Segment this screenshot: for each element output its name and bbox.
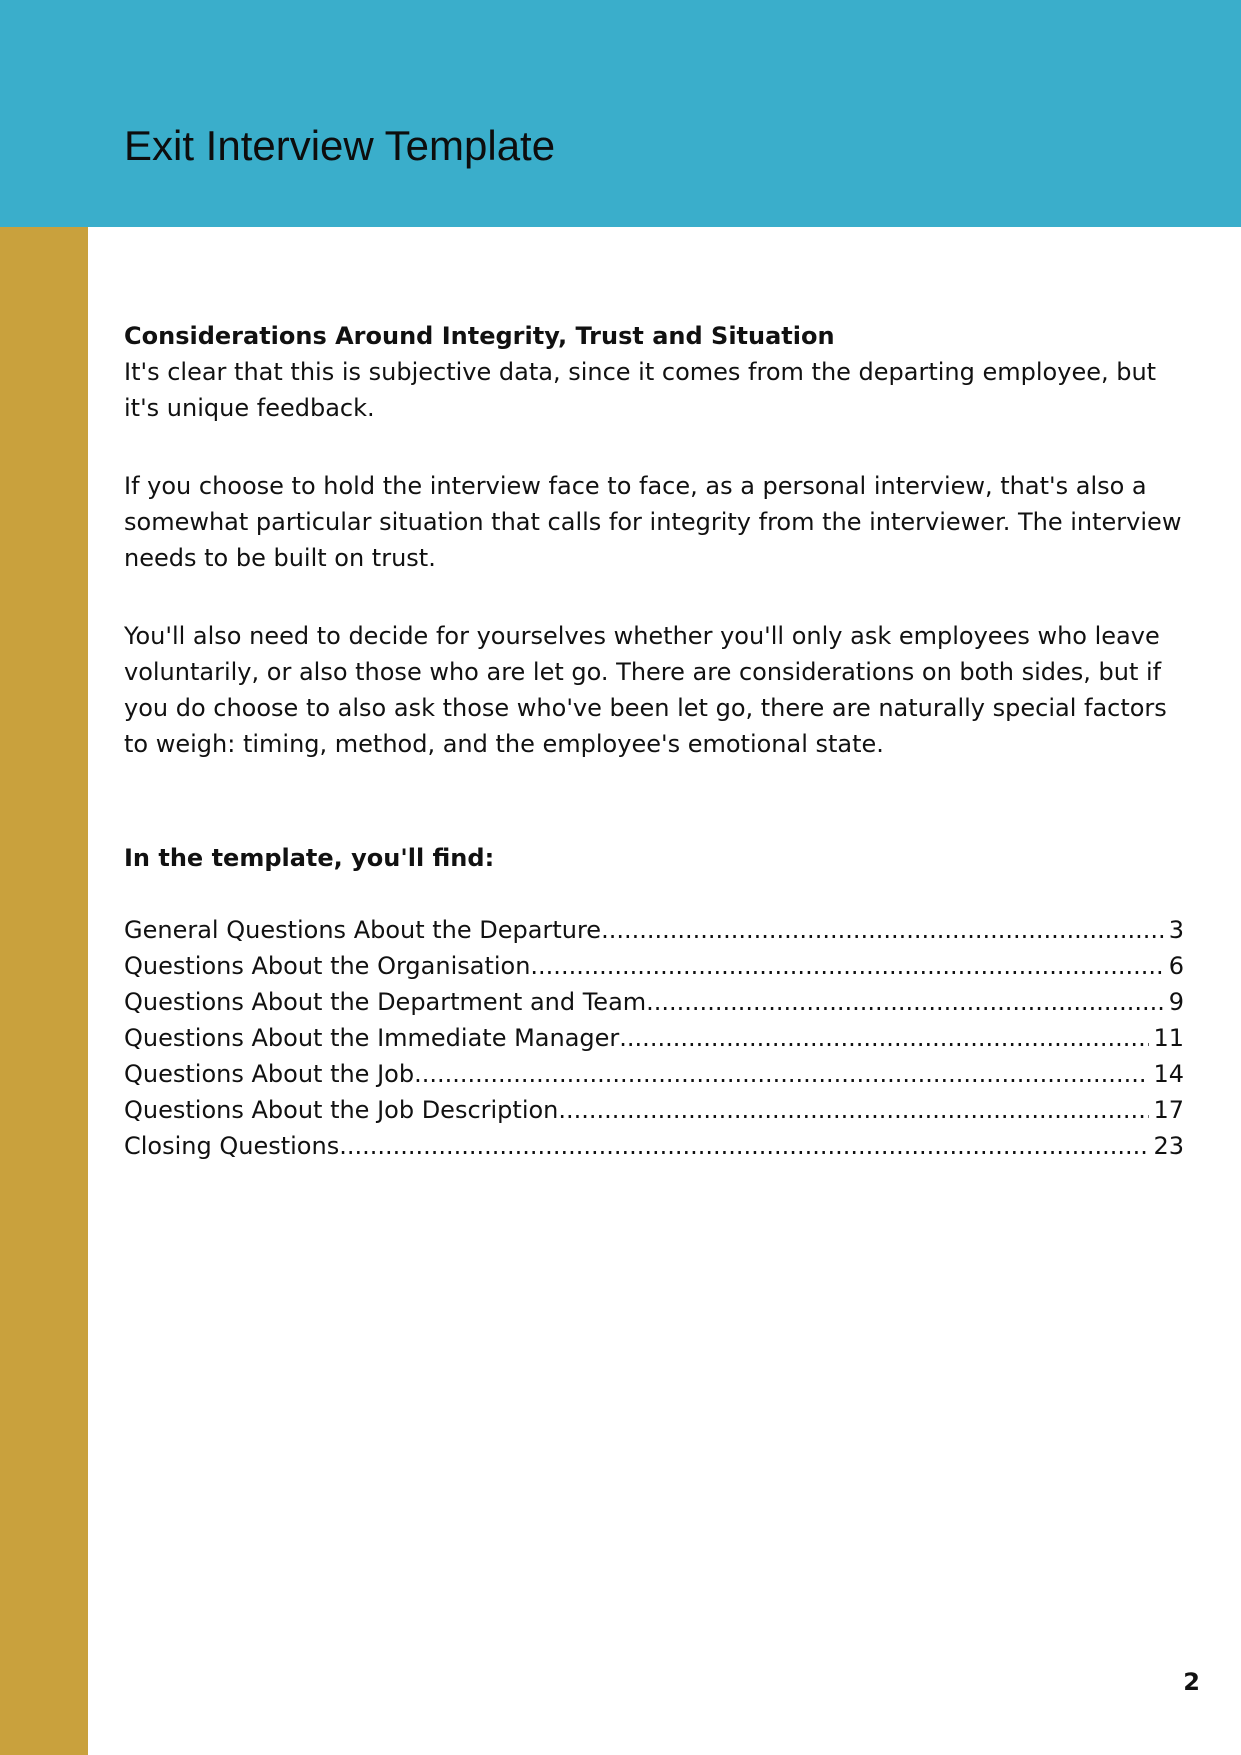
toc-entry[interactable] <box>124 912 1184 948</box>
paragraph-1: It's clear that this is subjective data, since it comes from the departing employee, but it's unique feedback. <box>124 358 1157 422</box>
toc-dot-leader <box>339 1128 1149 1164</box>
toc-entry-page: 6 <box>1168 952 1184 980</box>
toc-dot-leader <box>619 1020 1149 1056</box>
paragraph-2: If you choose to hold the interview face to face, as a personal interview, that's also a somewhat particular situation that calls for integrity from the interviewer. The interview needs to be built on trust. <box>124 472 1182 572</box>
toc-entry-page: 9 <box>1168 988 1184 1016</box>
toc-dot-leader <box>530 948 1164 984</box>
toc-entry-label: General Questions About the Departure <box>124 916 602 944</box>
page-content <box>124 318 1184 1164</box>
toc-entry[interactable] <box>124 1128 1184 1164</box>
header-band <box>0 0 1241 227</box>
toc-entry[interactable] <box>124 948 1184 984</box>
toc-entry-label: Questions About the Immediate Manager <box>124 1024 620 1052</box>
table-of-contents <box>124 912 1184 1164</box>
document-title: Exit Interview Template <box>124 122 556 169</box>
toc-entry-label: Questions About the Job Description <box>124 1096 559 1124</box>
toc-entry[interactable] <box>124 984 1184 1020</box>
toc-dot-leader <box>601 912 1165 948</box>
toc-dot-leader <box>558 1092 1149 1128</box>
toc-entry-label: Questions About the Department and Team <box>124 988 647 1016</box>
toc-entry-page: 3 <box>1168 916 1184 944</box>
paragraph-3: You'll also need to decide for yourselves whether you'll only ask employees who leave voluntarily, or also those who are let go. There are considerations on both sides, but if you do choose to also ask those who've been let go, there are naturally special factors to weigh: timing, method, and the employee's emotional state. <box>124 622 1167 758</box>
page-number: 2 <box>1183 1668 1200 1696</box>
toc-dot-leader <box>414 1056 1149 1092</box>
toc-heading: In the template, you'll find: <box>124 844 495 872</box>
section-heading: Considerations Around Integrity, Trust and Situation <box>124 322 835 350</box>
toc-entry[interactable] <box>124 1092 1184 1128</box>
toc-entry-label: Closing Questions <box>124 1132 340 1160</box>
toc-entry-label: Questions About the Organisation <box>124 952 531 980</box>
toc-entry-page: 14 <box>1153 1060 1184 1088</box>
toc-entry[interactable] <box>124 1056 1184 1092</box>
toc-entry-page: 11 <box>1153 1024 1184 1052</box>
toc-entry-label: Questions About the Job <box>124 1060 415 1088</box>
toc-dot-leader <box>646 984 1165 1020</box>
side-accent-bar <box>0 227 88 1755</box>
toc-entry-page: 17 <box>1153 1096 1184 1124</box>
toc-entry[interactable] <box>124 1020 1184 1056</box>
toc-entry-page: 23 <box>1153 1132 1184 1160</box>
